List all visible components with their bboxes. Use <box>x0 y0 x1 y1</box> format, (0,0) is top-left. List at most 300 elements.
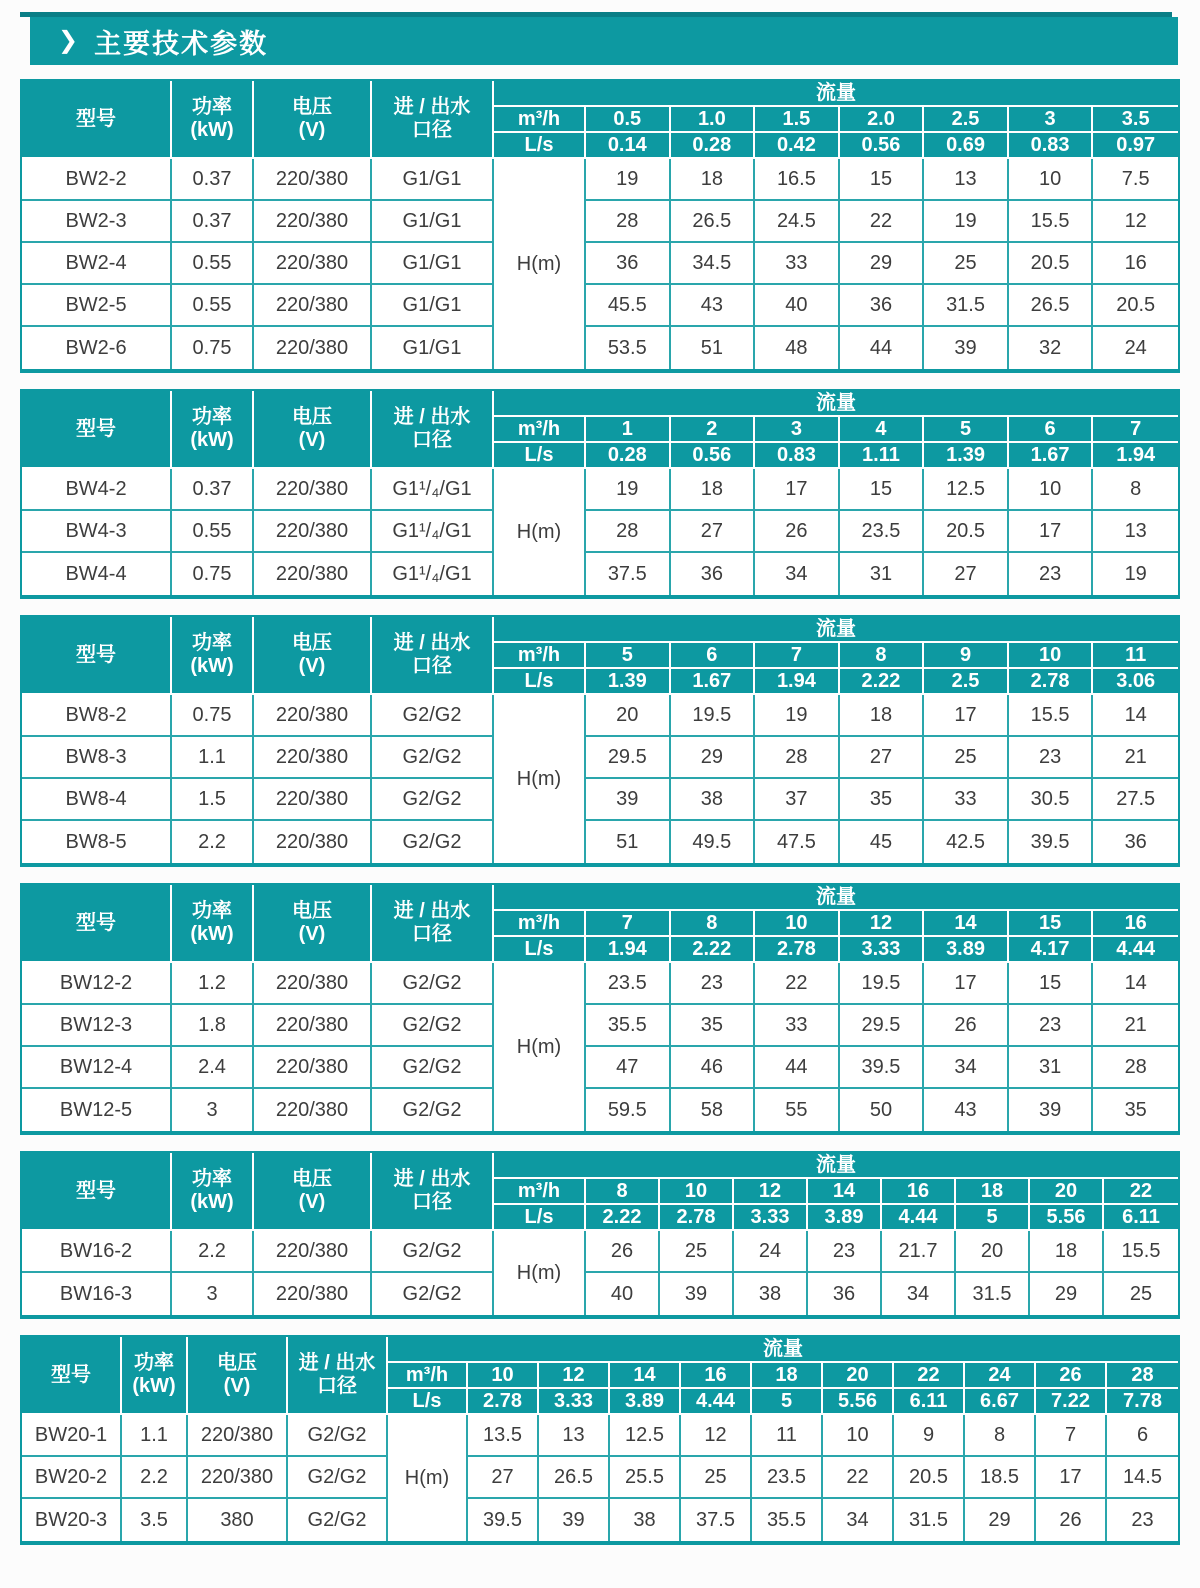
flow-value-header: 10 <box>660 1179 734 1205</box>
flow-value-header: 4.17 <box>1009 937 1094 963</box>
flow-value-header: 10 <box>755 911 840 937</box>
head-value-cell: 33 <box>755 243 840 285</box>
port-header <box>372 81 494 159</box>
flow-value-header: 9 <box>924 643 1009 669</box>
voltage-header <box>188 1337 288 1415</box>
head-value-cell: 50 <box>840 1089 925 1131</box>
flow-value-header: 3.06 <box>1093 669 1178 695</box>
port-cell: G2/G2 <box>372 1273 494 1315</box>
model-cell: BW12-5 <box>22 1089 172 1131</box>
port-header <box>288 1337 388 1415</box>
head-value-cell: 33 <box>755 1005 840 1047</box>
head-value-cell: 31 <box>1009 1047 1094 1089</box>
flow-value-header: 0.14 <box>586 133 671 159</box>
flow-value-header: 2.5 <box>924 669 1009 695</box>
voltage-cell: 220/380 <box>254 1273 372 1315</box>
head-value-cell: 26 <box>1036 1499 1107 1541</box>
flow-value-header: 5 <box>586 643 671 669</box>
power-cell: 1.5 <box>172 779 254 821</box>
power-header-line1: 功率 <box>192 1168 232 1190</box>
head-value-cell: 38 <box>734 1273 808 1315</box>
head-value-cell: 13.5 <box>468 1415 539 1457</box>
flow-value-header: 12 <box>840 911 925 937</box>
flow-value-header: 4.44 <box>882 1205 956 1231</box>
header-row-flow <box>22 885 1178 911</box>
table-container-bw2 <box>20 79 1180 373</box>
power-cell: 2.2 <box>172 821 254 863</box>
port-header-line1: 进 / 出水 <box>393 406 471 428</box>
flow-unit-ls: L/s <box>494 937 586 963</box>
flow-unit-m3h: m³/h <box>494 643 586 669</box>
flow-value-header: 12 <box>734 1179 808 1205</box>
power-cell: 0.37 <box>172 201 254 243</box>
voltage-cell: 220/380 <box>254 695 372 737</box>
port-header-line2: 口径 <box>412 655 452 677</box>
head-value-cell: 24.5 <box>755 201 840 243</box>
head-value-cell: 17 <box>755 469 840 511</box>
head-value-cell: 37 <box>755 779 840 821</box>
model-header: 型号 <box>22 1337 122 1415</box>
head-value-cell: 38 <box>671 779 756 821</box>
head-value-cell: 19 <box>1093 553 1178 595</box>
head-value-cell: 10 <box>823 1415 894 1457</box>
flow-value-header: 4.44 <box>681 1389 752 1415</box>
port-header <box>372 885 494 963</box>
flow-value-header: 7 <box>1093 417 1178 443</box>
head-value-cell: 12 <box>681 1415 752 1457</box>
flow-value-header: 2.5 <box>924 107 1009 133</box>
head-value-cell: 16 <box>1093 243 1178 285</box>
flow-value-header: 1.39 <box>586 669 671 695</box>
flow-value-header: 2.78 <box>1009 669 1094 695</box>
head-value-cell: 26.5 <box>539 1457 610 1499</box>
head-value-cell: 35 <box>1093 1089 1178 1131</box>
head-value-cell: 25.5 <box>610 1457 681 1499</box>
flow-value-header: 14 <box>610 1363 681 1389</box>
power-header <box>122 1337 188 1415</box>
model-cell: BW2-2 <box>22 159 172 201</box>
head-value-cell: 20.5 <box>924 511 1009 553</box>
spec-table-BW8 <box>22 617 1178 863</box>
table-container-bw4 <box>20 389 1180 599</box>
table-row <box>22 243 1178 285</box>
table-row <box>22 1457 1178 1499</box>
head-value-cell: 29.5 <box>586 737 671 779</box>
voltage-cell: 220/380 <box>254 821 372 863</box>
voltage-header-line2: (V) <box>298 923 326 945</box>
model-header: 型号 <box>22 391 172 469</box>
head-value-cell: 34 <box>755 553 840 595</box>
flow-unit-ls: L/s <box>494 1205 586 1231</box>
power-header-line2: (kW) <box>190 1191 234 1213</box>
voltage-cell: 220/380 <box>254 779 372 821</box>
power-header-line1: 功率 <box>134 1352 174 1374</box>
flow-value-header: 8 <box>586 1179 660 1205</box>
power-cell: 1.2 <box>172 963 254 1005</box>
head-value-cell: 29 <box>1030 1273 1104 1315</box>
flow-value-header: 7.22 <box>1036 1389 1107 1415</box>
head-value-cell: 18.5 <box>965 1457 1036 1499</box>
model-cell: BW8-4 <box>22 779 172 821</box>
table-row <box>22 737 1178 779</box>
table-row <box>22 511 1178 553</box>
power-cell: 0.37 <box>172 159 254 201</box>
flow-value-header: 3.33 <box>539 1389 610 1415</box>
head-value-cell: 27 <box>924 553 1009 595</box>
head-value-cell: 26 <box>924 1005 1009 1047</box>
head-value-cell: 23 <box>808 1231 882 1273</box>
flow-value-header: 1.94 <box>755 669 840 695</box>
voltage-cell: 220/380 <box>254 469 372 511</box>
head-value-cell: 12 <box>1093 201 1178 243</box>
flow-value-header: 15 <box>1009 911 1094 937</box>
flow-value-header: 0.83 <box>1009 133 1094 159</box>
flow-unit-ls: L/s <box>494 669 586 695</box>
voltage-cell: 220/380 <box>188 1415 288 1457</box>
head-value-cell: 29 <box>965 1499 1036 1541</box>
port-cell: G2/G2 <box>372 737 494 779</box>
head-value-cell: 44 <box>755 1047 840 1089</box>
port-header-line1: 进 / 出水 <box>393 632 471 654</box>
port-cell: G1¹/₄/G1 <box>372 511 494 553</box>
port-cell: G2/G2 <box>372 1005 494 1047</box>
head-value-cell: 27.5 <box>1093 779 1178 821</box>
port-header-line1: 进 / 出水 <box>298 1352 376 1374</box>
head-value-cell: 31.5 <box>956 1273 1030 1315</box>
port-header-line2: 口径 <box>317 1375 357 1397</box>
port-cell: G2/G2 <box>372 695 494 737</box>
port-cell: G1/G1 <box>372 285 494 327</box>
voltage-cell: 220/380 <box>254 1089 372 1131</box>
model-cell: BW4-2 <box>22 469 172 511</box>
model-cell: BW2-3 <box>22 201 172 243</box>
head-value-cell: 51 <box>586 821 671 863</box>
port-header-line2: 口径 <box>412 1191 452 1213</box>
head-value-cell: 34 <box>823 1499 894 1541</box>
head-value-cell: 25 <box>681 1457 752 1499</box>
head-value-cell: 38 <box>610 1499 681 1541</box>
power-cell: 2.2 <box>172 1231 254 1273</box>
port-header-line1: 进 / 出水 <box>393 900 471 922</box>
head-value-cell: 17 <box>924 963 1009 1005</box>
flow-unit-m3h: m³/h <box>494 1179 586 1205</box>
head-value-cell: 18 <box>1030 1231 1104 1273</box>
header-row-flow <box>22 1337 1178 1363</box>
head-label-cell: H(m) <box>494 1231 586 1315</box>
port-cell: G1/G1 <box>372 327 494 369</box>
head-value-cell: 55 <box>755 1089 840 1131</box>
model-cell: BW2-4 <box>22 243 172 285</box>
power-cell: 2.2 <box>122 1457 188 1499</box>
port-cell: G2/G2 <box>372 1231 494 1273</box>
head-value-cell: 39.5 <box>1009 821 1094 863</box>
page-title: 主要技术参数 <box>94 28 269 59</box>
head-value-cell: 28 <box>755 737 840 779</box>
flow-value-header: 3 <box>1009 107 1094 133</box>
model-cell: BW8-2 <box>22 695 172 737</box>
power-header-line2: (kW) <box>132 1375 176 1397</box>
head-value-cell: 6 <box>1107 1415 1178 1457</box>
spec-table-BW20 <box>22 1337 1178 1541</box>
port-cell: G1/G1 <box>372 159 494 201</box>
power-header-line1: 功率 <box>192 406 232 428</box>
voltage-header-line1: 电压 <box>292 1168 332 1190</box>
voltage-cell: 220/380 <box>188 1457 288 1499</box>
flow-unit-m3h: m³/h <box>494 417 586 443</box>
port-cell: G2/G2 <box>372 779 494 821</box>
port-header-line1: 进 / 出水 <box>393 96 471 118</box>
head-value-cell: 19 <box>755 695 840 737</box>
port-header-line2: 口径 <box>412 119 452 141</box>
head-label-cell: H(m) <box>494 469 586 595</box>
flow-value-header: 16 <box>882 1179 956 1205</box>
voltage-cell: 220/380 <box>254 511 372 553</box>
flow-value-header: 2.22 <box>586 1205 660 1231</box>
flow-value-header: 0.28 <box>586 443 671 469</box>
chevron-right-icon: ❯ <box>58 27 79 54</box>
head-value-cell: 29.5 <box>840 1005 925 1047</box>
flow-unit-ls: L/s <box>494 133 586 159</box>
head-value-cell: 39.5 <box>840 1047 925 1089</box>
model-cell: BW2-6 <box>22 327 172 369</box>
head-value-cell: 39 <box>1009 1089 1094 1131</box>
table-row <box>22 821 1178 863</box>
head-value-cell: 47.5 <box>755 821 840 863</box>
head-value-cell: 21 <box>1093 737 1178 779</box>
port-header-line2: 口径 <box>412 923 452 945</box>
head-value-cell: 36 <box>671 553 756 595</box>
head-value-cell: 21 <box>1093 1005 1178 1047</box>
head-value-cell: 40 <box>586 1273 660 1315</box>
voltage-cell: 220/380 <box>254 285 372 327</box>
voltage-cell: 220/380 <box>254 553 372 595</box>
head-value-cell: 25 <box>924 737 1009 779</box>
head-label-cell: H(m) <box>494 159 586 369</box>
power-header-line2: (kW) <box>190 429 234 451</box>
voltage-header <box>254 617 372 695</box>
flow-value-header: 6.67 <box>965 1389 1036 1415</box>
table-row <box>22 553 1178 595</box>
head-value-cell: 20.5 <box>1093 285 1178 327</box>
header-row-flow <box>22 617 1178 643</box>
head-value-cell: 39 <box>586 779 671 821</box>
port-cell: G2/G2 <box>288 1499 388 1541</box>
port-cell: G2/G2 <box>372 963 494 1005</box>
head-value-cell: 7.5 <box>1093 159 1178 201</box>
voltage-header <box>254 885 372 963</box>
flow-value-header: 5 <box>752 1389 823 1415</box>
flow-value-header: 5 <box>956 1205 1030 1231</box>
flow-value-header: 7.78 <box>1107 1389 1178 1415</box>
head-value-cell: 7 <box>1036 1415 1107 1457</box>
table-row <box>22 469 1178 511</box>
flow-value-header: 20 <box>1030 1179 1104 1205</box>
head-value-cell: 16.5 <box>755 159 840 201</box>
head-value-cell: 53.5 <box>586 327 671 369</box>
power-header-line2: (kW) <box>190 655 234 677</box>
flow-value-header: 2 <box>671 417 756 443</box>
head-value-cell: 15.5 <box>1009 695 1094 737</box>
spec-table-BW16 <box>22 1153 1178 1315</box>
model-cell: BW12-2 <box>22 963 172 1005</box>
head-value-cell: 58 <box>671 1089 756 1131</box>
table-row <box>22 695 1178 737</box>
head-value-cell: 17 <box>1009 511 1094 553</box>
port-header <box>372 391 494 469</box>
head-value-cell: 45.5 <box>586 285 671 327</box>
head-value-cell: 12.5 <box>610 1415 681 1457</box>
head-value-cell: 36 <box>808 1273 882 1315</box>
head-value-cell: 39 <box>539 1499 610 1541</box>
flow-value-header: 0.5 <box>586 107 671 133</box>
power-cell: 0.75 <box>172 695 254 737</box>
model-cell: BW16-2 <box>22 1231 172 1273</box>
model-header: 型号 <box>22 81 172 159</box>
voltage-header-line1: 电压 <box>292 900 332 922</box>
head-value-cell: 15 <box>840 159 925 201</box>
port-cell: G1/G1 <box>372 201 494 243</box>
head-value-cell: 43 <box>924 1089 1009 1131</box>
table-row <box>22 1273 1178 1315</box>
model-header: 型号 <box>22 1153 172 1231</box>
flow-value-header: 2.78 <box>660 1205 734 1231</box>
head-value-cell: 19 <box>586 159 671 201</box>
table-row <box>22 1089 1178 1131</box>
flow-unit-m3h: m³/h <box>388 1363 468 1389</box>
head-value-cell: 9 <box>894 1415 965 1457</box>
head-value-cell: 10 <box>1009 159 1094 201</box>
head-value-cell: 23.5 <box>752 1457 823 1499</box>
head-value-cell: 22 <box>755 963 840 1005</box>
flow-value-header: 20 <box>823 1363 894 1389</box>
section-title-bar <box>30 17 1178 65</box>
voltage-header-line2: (V) <box>298 429 326 451</box>
head-value-cell: 13 <box>539 1415 610 1457</box>
flow-value-header: 16 <box>681 1363 752 1389</box>
voltage-header-line1: 电压 <box>292 406 332 428</box>
head-value-cell: 51 <box>671 327 756 369</box>
flow-value-header: 6 <box>1009 417 1094 443</box>
model-cell: BW8-3 <box>22 737 172 779</box>
head-value-cell: 26 <box>755 511 840 553</box>
power-header <box>172 1153 254 1231</box>
head-value-cell: 8 <box>1093 469 1178 511</box>
head-value-cell: 35 <box>840 779 925 821</box>
flow-unit-m3h: m³/h <box>494 107 586 133</box>
power-cell: 1.8 <box>172 1005 254 1047</box>
head-value-cell: 47 <box>586 1047 671 1089</box>
flow-value-header: 3 <box>755 417 840 443</box>
head-value-cell: 44 <box>840 327 925 369</box>
head-value-cell: 15.5 <box>1009 201 1094 243</box>
head-value-cell: 23.5 <box>586 963 671 1005</box>
voltage-header-line2: (V) <box>223 1375 251 1397</box>
head-value-cell: 39 <box>660 1273 734 1315</box>
head-value-cell: 13 <box>924 159 1009 201</box>
port-header <box>372 1153 494 1231</box>
voltage-header-line1: 电压 <box>292 632 332 654</box>
flow-header: 流量 <box>494 1153 1178 1179</box>
flow-value-header: 7 <box>586 911 671 937</box>
flow-value-header: 2.78 <box>755 937 840 963</box>
table-row <box>22 159 1178 201</box>
flow-value-header: 1.67 <box>671 669 756 695</box>
head-value-cell: 17 <box>1036 1457 1107 1499</box>
flow-header: 流量 <box>494 81 1178 107</box>
flow-value-header: 8 <box>671 911 756 937</box>
head-value-cell: 24 <box>734 1231 808 1273</box>
port-cell: G2/G2 <box>372 1089 494 1131</box>
head-value-cell: 11 <box>752 1415 823 1457</box>
head-value-cell: 26.5 <box>671 201 756 243</box>
flow-value-header: 0.83 <box>755 443 840 469</box>
voltage-header-line2: (V) <box>298 655 326 677</box>
head-label-cell: H(m) <box>494 963 586 1131</box>
voltage-header-line2: (V) <box>298 1191 326 1213</box>
flow-value-header: 3.33 <box>734 1205 808 1231</box>
table-row <box>22 1047 1178 1089</box>
head-value-cell: 35 <box>671 1005 756 1047</box>
head-value-cell: 31 <box>840 553 925 595</box>
head-value-cell: 14 <box>1093 963 1178 1005</box>
head-value-cell: 48 <box>755 327 840 369</box>
flow-unit-m3h: m³/h <box>494 911 586 937</box>
head-value-cell: 34.5 <box>671 243 756 285</box>
flow-value-header: 2.22 <box>671 937 756 963</box>
head-value-cell: 35.5 <box>586 1005 671 1047</box>
voltage-cell: 220/380 <box>254 1231 372 1273</box>
head-value-cell: 25 <box>660 1231 734 1273</box>
head-value-cell: 35.5 <box>752 1499 823 1541</box>
head-value-cell: 25 <box>924 243 1009 285</box>
power-cell: 0.55 <box>172 243 254 285</box>
voltage-cell: 220/380 <box>254 201 372 243</box>
head-value-cell: 31.5 <box>924 285 1009 327</box>
head-value-cell: 43 <box>671 285 756 327</box>
head-value-cell: 19.5 <box>840 963 925 1005</box>
flow-value-header: 3.33 <box>840 937 925 963</box>
model-cell: BW16-3 <box>22 1273 172 1315</box>
table-row <box>22 285 1178 327</box>
head-value-cell: 14.5 <box>1107 1457 1178 1499</box>
head-value-cell: 10 <box>1009 469 1094 511</box>
voltage-cell: 220/380 <box>254 737 372 779</box>
flow-value-header: 0.69 <box>924 133 1009 159</box>
head-value-cell: 39 <box>924 327 1009 369</box>
flow-value-header: 11 <box>1093 643 1178 669</box>
power-cell: 0.37 <box>172 469 254 511</box>
flow-value-header: 2.78 <box>468 1389 539 1415</box>
flow-value-header: 4 <box>840 417 925 443</box>
head-value-cell: 22 <box>840 201 925 243</box>
head-value-cell: 25 <box>1104 1273 1178 1315</box>
table-row <box>22 963 1178 1005</box>
head-value-cell: 34 <box>924 1047 1009 1089</box>
flow-value-header: 3.89 <box>610 1389 681 1415</box>
flow-header: 流量 <box>494 617 1178 643</box>
power-cell: 0.55 <box>172 511 254 553</box>
flow-value-header: 12 <box>539 1363 610 1389</box>
power-header-line2: (kW) <box>190 923 234 945</box>
head-value-cell: 19 <box>586 469 671 511</box>
head-value-cell: 19 <box>924 201 1009 243</box>
flow-value-header: 0.28 <box>671 133 756 159</box>
head-value-cell: 27 <box>840 737 925 779</box>
head-value-cell: 36 <box>840 285 925 327</box>
power-cell: 0.55 <box>172 285 254 327</box>
voltage-header-line1: 电压 <box>292 96 332 118</box>
model-cell: BW4-4 <box>22 553 172 595</box>
